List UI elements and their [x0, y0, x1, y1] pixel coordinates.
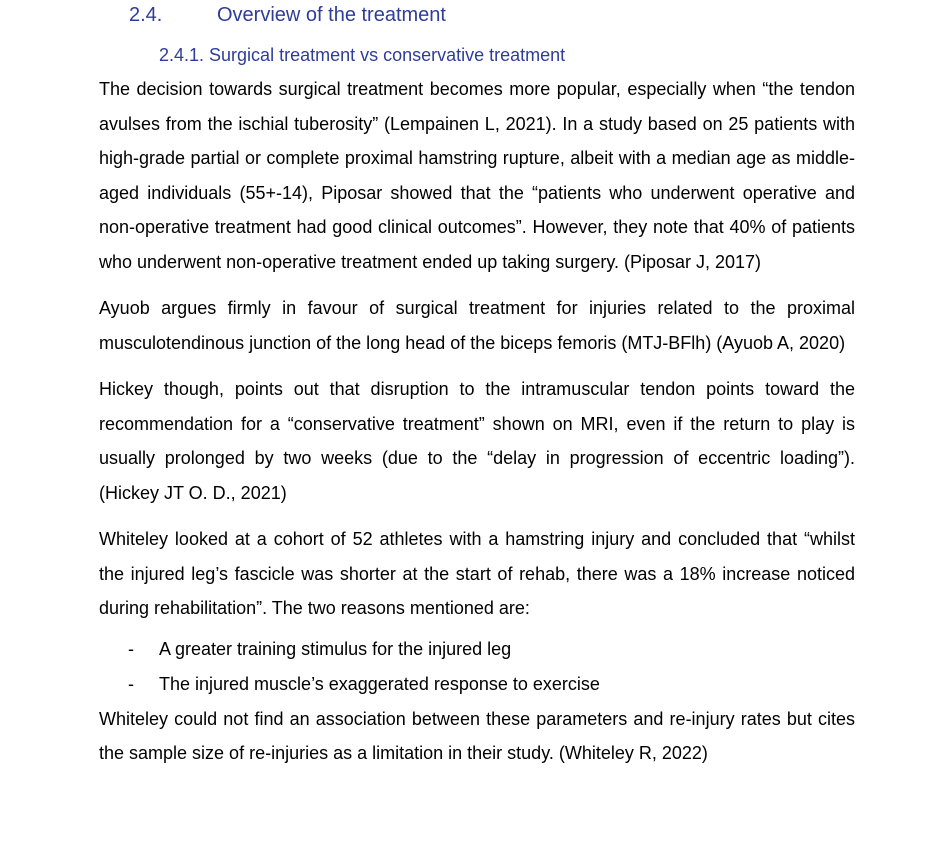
document-body — [99, 72, 855, 771]
list-item — [99, 632, 855, 667]
paragraph-hickey: Hickey though, points out that disruption to the intramuscular tendon points toward the recommendation for a “conservative treatment” shown on MRI, even if the return to play is usually prolonged by two weeks (due to the “delay in progression of eccentric loading”). (Hickey JT O. D., 2021) — [99, 379, 855, 503]
reasons-list — [99, 632, 855, 702]
paragraph-whiteley-conclusion: Whiteley could not find an association between these parameters and re-injury rates but cites the sample size of re-injuries as a limitation in their study. (Whiteley R, 2022) — [99, 708, 855, 763]
bullet-dash: - — [128, 638, 134, 659]
paragraph-whiteley-cohort: Whiteley looked at a cohort of 52 athletes with a hamstring injury and concluded that “whilst the injured leg’s fascicle was shorter at the start of rehab, there was a 18% increase noticed during rehabilitation”. The two reasons mentioned are: — [99, 529, 855, 618]
paragraph-ayuob: Ayuob argues firmly in favour of surgical treatment for injuries related to the proximal musculotendinous junction of the long head of the biceps femoris (MTJ-BFlh) (Ayuob A, 2020) — [99, 298, 855, 353]
list-item-text: The injured muscle’s exaggerated response to exercise — [159, 673, 600, 694]
section-title: Overview of the treatment — [217, 4, 446, 26]
subsection-heading: 2.4.1. Surgical treatment vs conservative treatment — [159, 45, 566, 65]
list-item-text: A greater training stimulus for the injured leg — [159, 638, 512, 659]
section-number: 2.4. — [129, 4, 163, 26]
section-heading — [129, 4, 446, 27]
bullet-dash: - — [128, 673, 134, 694]
paragraph-surgical-popularity: The decision towards surgical treatment becomes more popular, especially when “the tendon avulses from the ischial tuberosity” (Lempainen L, 2021). In a study based on 25 patients with high-grade partial or complete proximal hamstring rupture, albeit with a median age as middle-aged individuals (55+-14), Piposar showed that the “patients who underwent operative and non-operative treatment had good clinical outcomes”. However, they note that 40% of patients who underwent non-operative treatment ended up taking surgery. (Piposar J, 2017) — [99, 79, 855, 272]
list-item — [99, 667, 855, 702]
